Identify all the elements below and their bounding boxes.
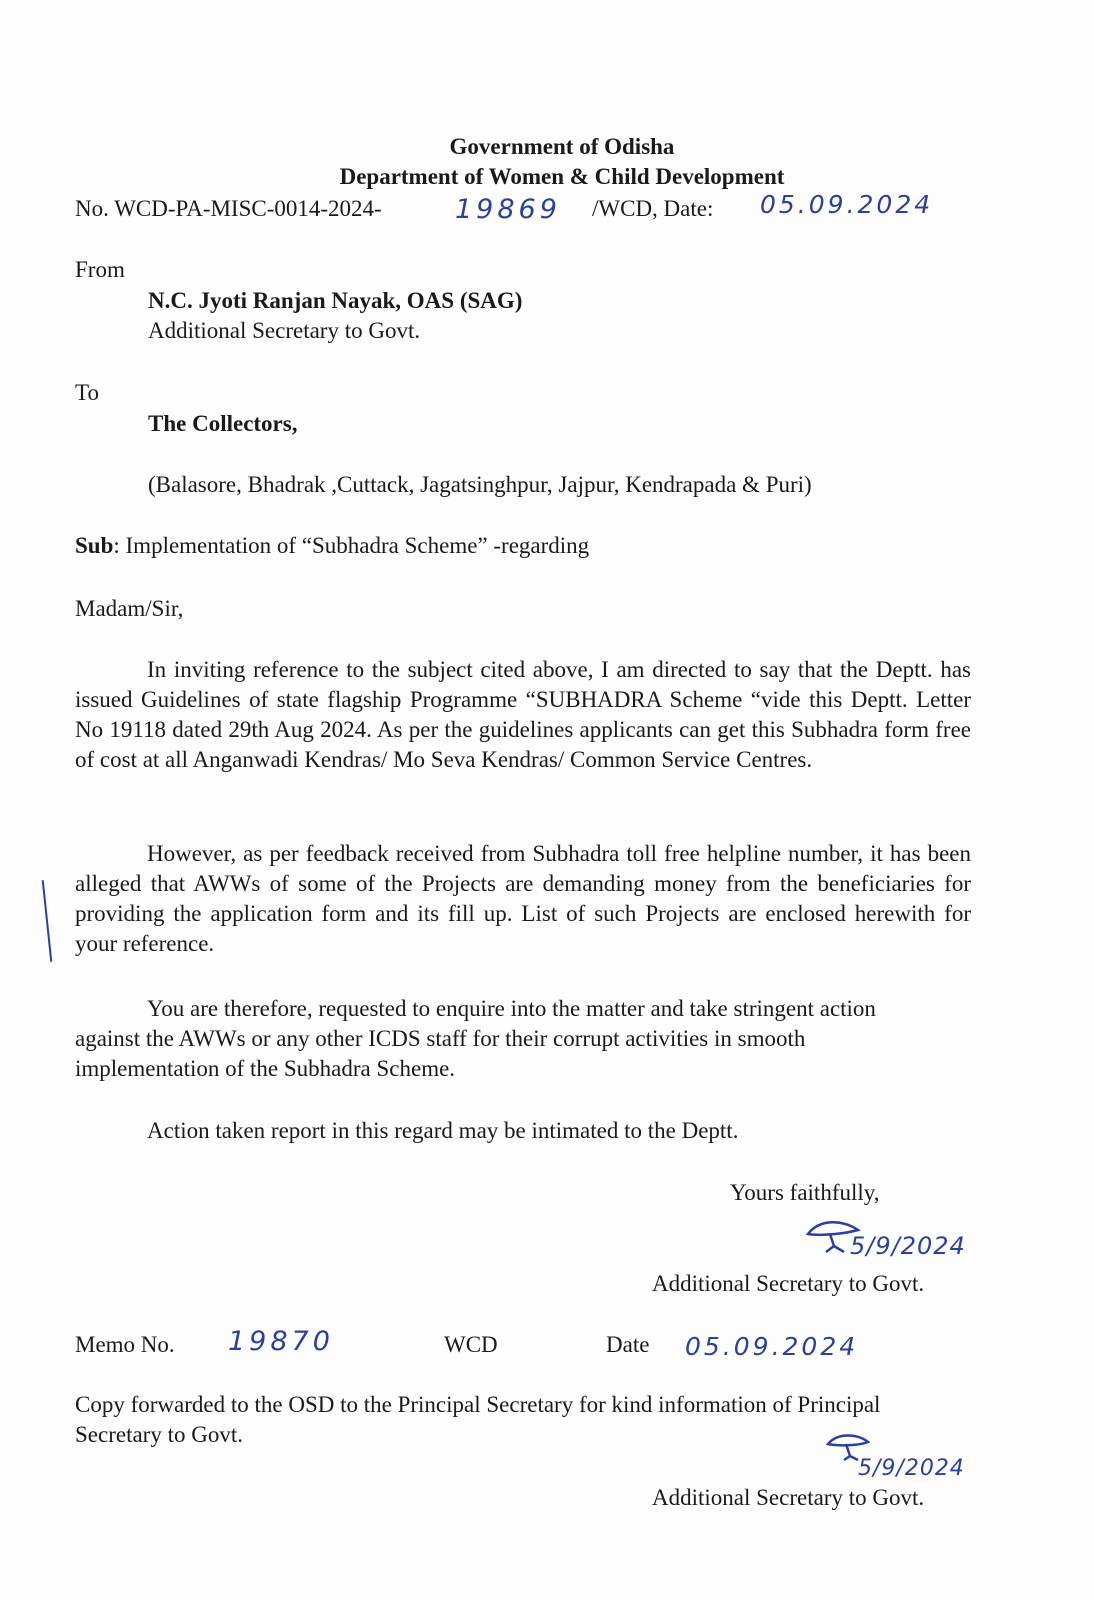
body-paragraph-4: Action taken report in this regard may be intimated to the Deptt. (147, 1118, 739, 1143)
department-title: Department of Women & Child Development (339, 164, 785, 189)
memo-designation: Additional Secretary to Govt. (652, 1485, 925, 1510)
from-label: From (75, 257, 125, 282)
body-paragraph-2: However, as per feedback received from Subhadra toll free helpline number, it has been alleged that AWWs of some of the Projects are demanding money from the beneficiaries for providing the application form and its fill up. List of such Projects are enclosed herewith for your reference. (75, 841, 971, 956)
memo-number-handwritten: 19870 (228, 1326, 334, 1357)
subject-text: : Implementation of “Subhadra Scheme” -regarding (113, 533, 590, 558)
salutation: Madam/Sir, (75, 596, 184, 621)
memo-dept: WCD (444, 1332, 498, 1357)
sender-designation: Additional Secretary to Govt. (148, 318, 421, 343)
subject-label: Sub (75, 533, 114, 558)
sender-name: N.C. Jyoti Ranjan Nayak, OAS (SAG) (148, 288, 523, 313)
copy-forwarded-text: Copy forwarded to the OSD to the Principal Secretary for kind information of Principal Secretary to Govt. (75, 1392, 881, 1447)
memo-label: Memo No. (75, 1332, 175, 1357)
signature-2-date: 5/9/2024 (858, 1456, 965, 1481)
memo-date-label: Date (606, 1332, 650, 1357)
closing-designation: Additional Secretary to Govt. (652, 1271, 925, 1296)
margin-pen-mark (42, 880, 53, 962)
body-paragraph-3: You are therefore, requested to enquire into the matter and take stringent action against the AWWs or any other ICDS staff for their corrupt activities in smooth implementation of the Subhadra Scheme. (75, 996, 876, 1081)
reference-prefix: No. WCD-PA-MISC-0014-2024- (75, 196, 382, 221)
subject-line (75, 531, 589, 561)
body-paragraph-1: In inviting reference to the subject cited above, I am directed to say that the Deptt. has issued Guidelines of state flagship Programme “SUBHADRA Scheme “vide this Deptt. Letter No 19118 dated 29th Aug 2024. As per the guidelines applicants can get this Subhadra form free of cost at all Anganwadi Kendras/ Mo Seva Kendras/ Common Service Centres. (75, 657, 971, 772)
reference-suffix: /WCD, Date: (592, 196, 714, 221)
reference-number-handwritten: 19869 (455, 194, 561, 225)
signature-1-date: 5/9/2024 (850, 1232, 966, 1260)
recipient-districts: (Balasore, Bhadrak ,Cuttack, Jagatsinghpur, Jajpur, Kendrapada & Puri) (148, 472, 812, 497)
to-label: To (75, 380, 99, 405)
recipient: The Collectors, (148, 411, 298, 436)
govt-title: Government of Odisha (449, 134, 675, 159)
memo-date-handwritten: 05.09.2024 (685, 1332, 859, 1361)
reference-date-handwritten: 05.09.2024 (760, 190, 934, 219)
closing-text: Yours faithfully, (730, 1180, 880, 1205)
